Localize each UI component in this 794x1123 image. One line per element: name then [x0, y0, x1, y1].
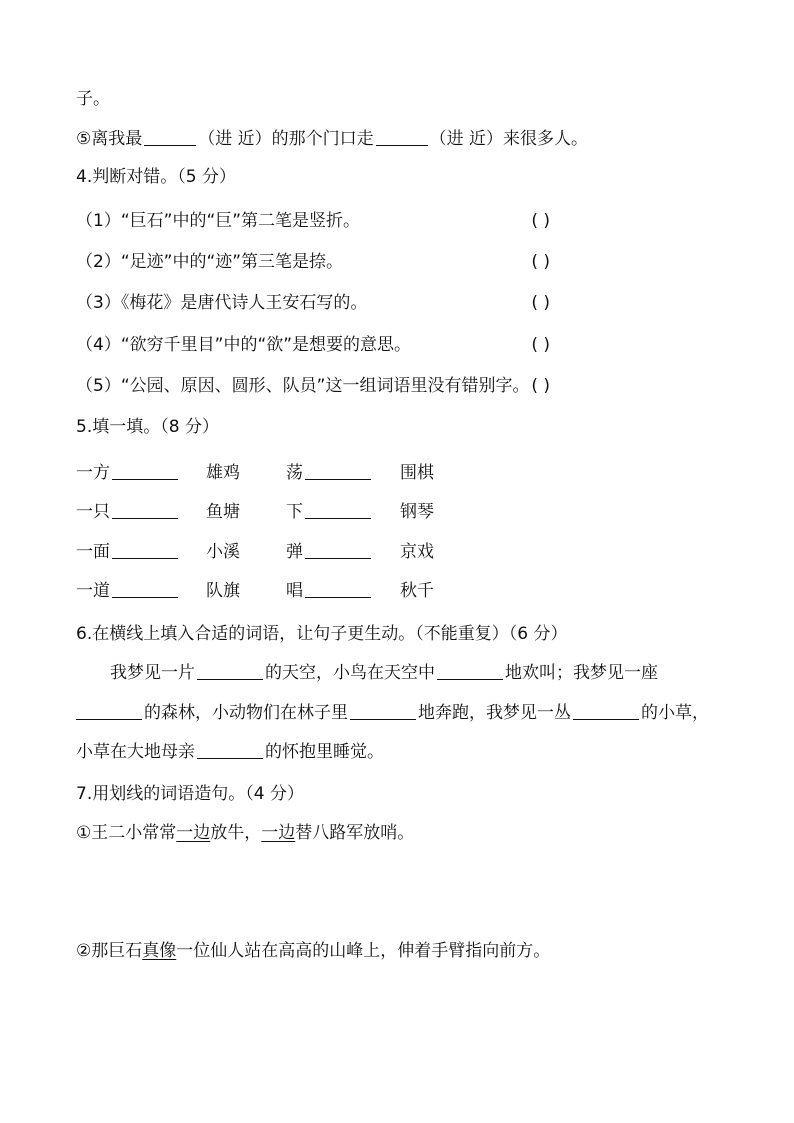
underlined-word: 真像 [142, 941, 177, 961]
q4-item: （1）“巨石”中的“巨”第二笔是竖折。 ( ) [76, 211, 550, 231]
underlined-word: 一边 [261, 823, 296, 843]
q4-item: （5）“公园、原因、圆形、队员”这一组词语里没有错别字。 ( ) [76, 376, 550, 396]
answer-blank[interactable] [112, 581, 178, 598]
answer-blank[interactable] [573, 703, 639, 720]
answer-blank[interactable] [437, 663, 503, 680]
answer-parens[interactable]: ( ) [531, 376, 550, 396]
q6-title: 6.在横线上填入合适的词语，让句子更生动。（不能重复）（6 分） [76, 624, 568, 644]
answer-blank[interactable] [350, 703, 416, 720]
answer-blank[interactable] [305, 542, 371, 559]
answer-blank[interactable] [112, 463, 178, 480]
q4-title: 4.判断对错。（5 分） [76, 167, 236, 187]
q4-item: （3）《梅花》是唐代诗人王安石写的。 ( ) [76, 293, 550, 313]
q6-paragraph-line: 我梦见一片 的天空，小鸟在天空中 地欢叫；我梦见一座 [110, 663, 658, 683]
underlined-word: 一边 [176, 823, 211, 843]
q7-sentence-2: ②那巨石真像一位仙人站在高高的山峰上，伸着手臂指向前方。 [76, 941, 551, 961]
answer-blank[interactable] [112, 502, 178, 519]
answer-parens[interactable]: ( ) [531, 252, 550, 272]
answer-blank[interactable] [305, 581, 371, 598]
answer-blank[interactable] [144, 129, 196, 146]
q7-title: 7.用划线的词语造句。（4 分） [76, 784, 304, 804]
answer-blank[interactable] [305, 502, 371, 519]
q6-paragraph-line: 小草在大地母亲 的怀抱里睡觉。 [76, 742, 384, 762]
q5-title: 5.填一填。（8 分） [76, 417, 219, 437]
q4-item: （2）“足迹”中的“迹”第三笔是捺。 ( ) [76, 252, 550, 272]
q6-paragraph-line: 的森林，小动物们在林子里 地奔跑，我梦见一丛 的小草， [76, 702, 709, 724]
answer-blank[interactable] [305, 463, 371, 480]
answer-parens[interactable]: ( ) [531, 335, 550, 355]
q7-sentence-1: ①王二小常常一边放牛，一边替八路军放哨。 [76, 823, 415, 843]
answer-blank[interactable] [197, 742, 263, 759]
answer-blank[interactable] [197, 663, 263, 680]
answer-parens[interactable]: ( ) [531, 293, 550, 313]
answer-blank[interactable] [76, 703, 142, 720]
answer-parens[interactable]: ( ) [531, 211, 550, 231]
carryover-line: 子。 [76, 89, 110, 109]
q3-item-5: ⑤离我最 （进 近）的那个门口走 （进 近）来很多人。 [76, 129, 589, 149]
answer-blank[interactable] [376, 129, 428, 146]
q4-item: （4）“欲穷千里目”中的“欲”是想要的意思。 ( ) [76, 335, 550, 355]
answer-blank[interactable] [112, 542, 178, 559]
